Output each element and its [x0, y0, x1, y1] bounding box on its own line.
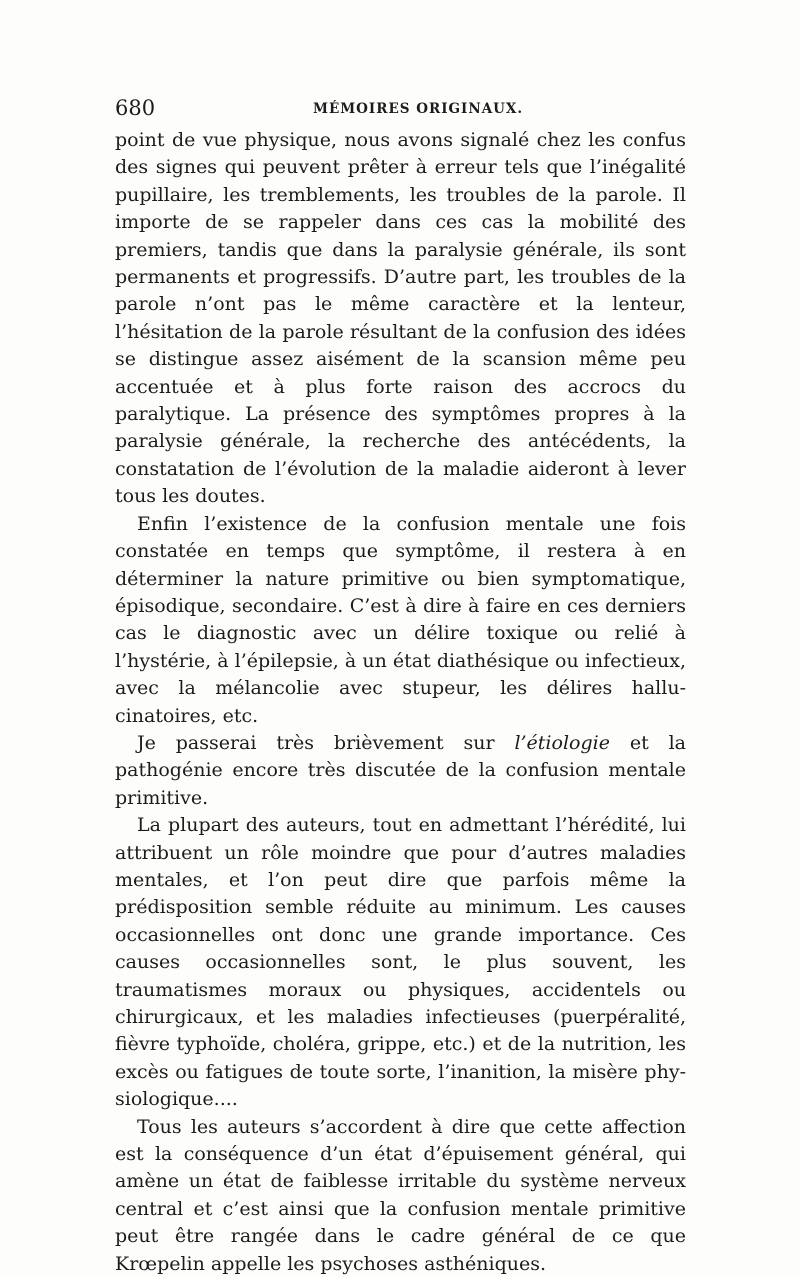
etiology-term: l’étiologie: [514, 731, 610, 754]
paragraph-nature: Enfin l’existence de la confusion mentale une fois constatée en temps que symptôme, il restera à en déterminer la nature primitive ou bien symptomatique, épisodique, secondaire. C’est à dire à faire en ces derniers cas le diagnostic avec un délire toxique ou relié à l’hystérie, à l’épilepsie, à un état diathésique ou infectieux, avec la mélancolie avec stupeur, les délires hallucinatoires, etc.: [115, 512, 686, 727]
etiology-intro-rest: et la pathogénie encore très discutée de la confusion mentale primitive.: [115, 731, 686, 809]
page-header: [115, 96, 685, 124]
paragraph-physical-signs: point de vue physique, nous avons signalé chez les confus des signes qui peuvent prêter à erreur tels que l’inégalité pupillaire, les tremblements, les troubles de la parole. Il importe de se rappeler dans ces cas la mobilité des premiers, tandis que dans la paralysie générale, ils sont permanents et progressifs. D’autre part, les troubles de la parole n’ont pas le même caractère et la lenteur, l’hésitation de la parole résultant de la confusion des idées se distingue assez aisément de la scansion même peu accentuée et à plus forte raison des accrocs du paralytique. La présence des symptômes propres à la paralysie générale, la recherche des antécédents, la constatation de l’évolution de la maladie aideront à lever tous les doutes.: [115, 129, 686, 508]
paragraph-exhaustion: Tous les auteurs s’accordent à dire que cette affection est la conséquence d’un état d’épuisement général, qui amène un état de faiblesse irritable du système nerveux central et c’est ainsi que la confusion mentale primitive peut être rangée dans le cadre général de ce que Krœpelin appelle les psychoses asthéniques.: [115, 1115, 686, 1275]
etiology-intro-text: Je passerai très brièvement sur: [137, 731, 515, 754]
running-title: MÉMOIRES ORIGINAUX.: [313, 101, 524, 117]
paragraph-causes: La plupart des auteurs, tout en admettant l’hérédité, lui attribuent un rôle moindre que pour d’autres maladies mentales, et l’on peut dire que parfois même la prédisposition semble réduite au minimum. Les causes occasionnelles ont donc une grande importance. Ces causes occasionnelles sont, le plus souvent, les traumatismes moraux ou physiques, accidentels ou chirurgicaux, et les maladies infectieuses (puerpéralité, fièvre typhoïde, choléra, grippe, etc.) et de la nutrition, les excès ou fatigues de toute sorte, l’inanition, la misère physiologique....: [115, 814, 686, 1111]
page-body: [115, 127, 686, 1278]
page-number: 680: [115, 96, 156, 120]
paragraph-etiology-intro: [115, 730, 686, 812]
